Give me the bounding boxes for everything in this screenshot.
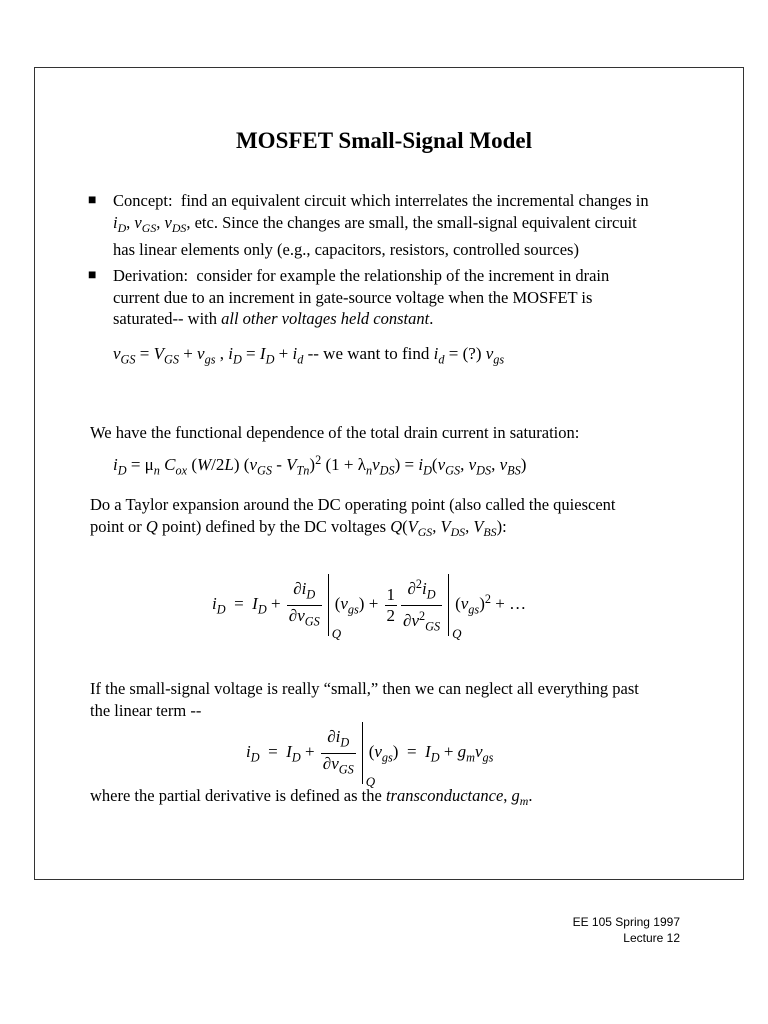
concept-line1: find an equivalent circuit which interrelates the incremental changes in <box>180 191 649 210</box>
linear-term-equation: $i_D = I_D$ + $\frac{\partial i_D}{\partial v_{GS}}$ Q $(v_{gs}) = I_D + g_mv_{gs}$ <box>246 722 493 784</box>
paragraph-functional-dependence: We have the functional dependence of the total drain current in saturation: <box>90 423 580 442</box>
concept-label: Concept: <box>113 191 173 210</box>
taylor-line1: Do a Taylor expansion around the DC operating point (also called the quiescent <box>90 495 616 514</box>
derivation-line2: current due to an increment in gate-source voltage when the MOSFET is <box>113 287 593 307</box>
paragraph-taylor <box>90 494 730 543</box>
bullet-square-icon: ■ <box>88 193 97 208</box>
small-signal-line1: If the small-signal voltage is really “small,” then we can neglect all everything past <box>90 679 639 698</box>
derivation-line3: saturated-- with all other voltages held constant. <box>113 309 434 328</box>
paragraph-small-signal <box>90 678 730 721</box>
derivation-line1: consider for example the relationship of the increment in drain <box>196 266 610 285</box>
derivation-label: Derivation: <box>113 266 189 285</box>
bullet-concept <box>113 190 713 261</box>
taylor-equation: $i_D = I_D$ + $\frac{\partial i_D}{\partial v_{GS}}$ Q $(v_{gs})$ + $\frac{1}{2}$ $\frac{\partial^2i_D}{\partial v^2_{GS}}$ Q $(v_{gs})^2$ + … <box>212 574 526 636</box>
footer <box>573 914 680 946</box>
bullet-square-icon: ■ <box>88 268 97 283</box>
taylor-line2: point or Q point) defined by the DC voltages $Q(V_{GS}$, $V_{DS}$, $V_{BS}$): <box>90 516 507 539</box>
increment-equation: $v_{GS} = V_{GS} + v_{gs}$ , $i_D = I_D + i_d$ -- we want to find $i_d$ = (?) $v_{gs}$ <box>113 344 505 367</box>
paragraph-transconductance: where the partial derivative is defined as the transconductance, $g_m$. <box>90 786 533 809</box>
bullet-derivation <box>113 265 713 330</box>
saturation-current-equation: $i_D = \mu_n$ $C_{ox}$ (W/2L) $(v_{GS} - V_{Tn})^2$ $(1 + \lambda_nv_{DS}) = i_D(v_{GS}$, $v_{DS}$, $v_{BS}$) <box>113 453 527 478</box>
concept-line3: has linear elements only (e.g., capacitors, resistors, controlled sources) <box>113 240 579 260</box>
footer-course: EE 105 Spring 1997 <box>572 915 680 929</box>
page-title: MOSFET Small-Signal Model <box>235 128 533 153</box>
small-signal-line2: the linear term -- <box>90 700 202 720</box>
concept-line2: $i_D$, $v_{GS}$, $v_{DS}$, etc. Since the changes are small, the small-signal equivalent circuit <box>113 212 637 235</box>
footer-lecture: Lecture 12 <box>623 931 680 945</box>
